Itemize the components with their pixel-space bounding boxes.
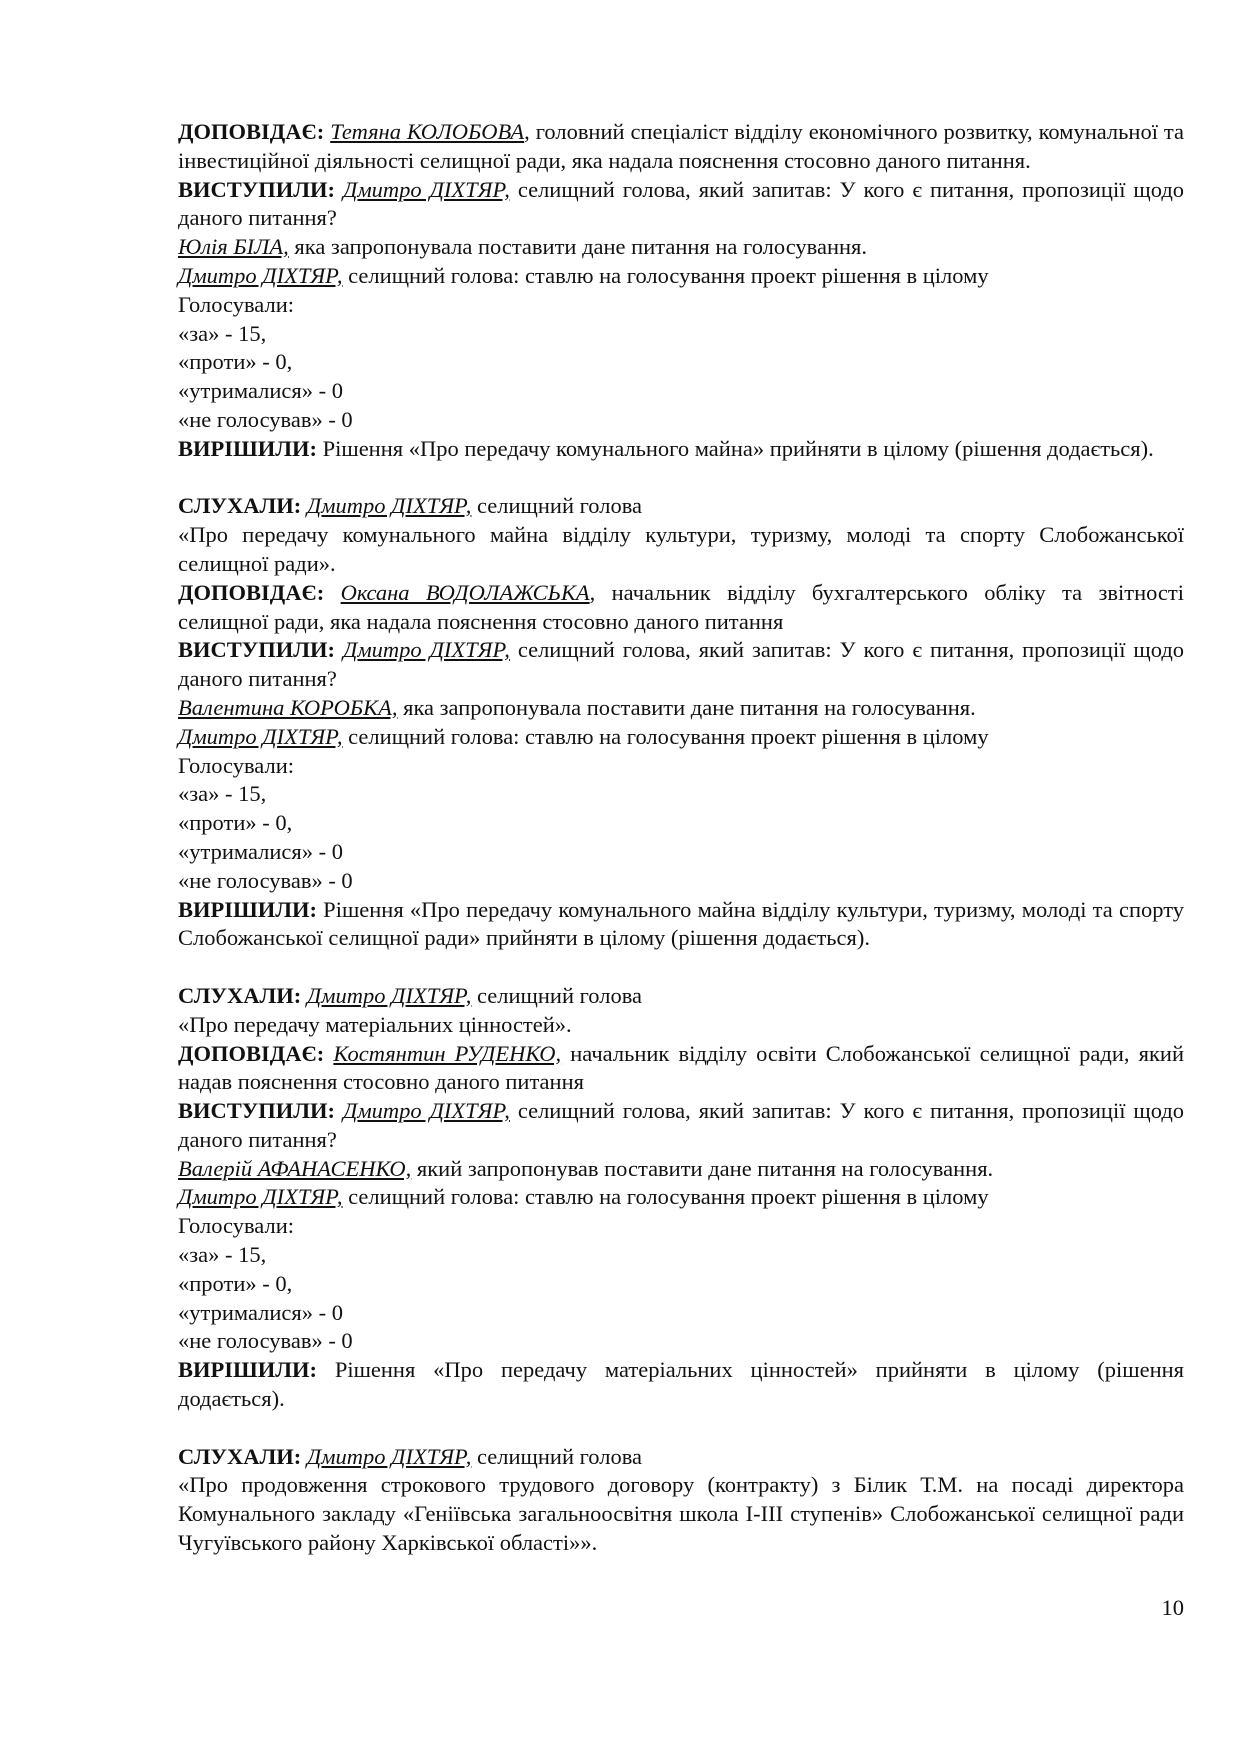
- paragraph: [178, 1471, 1184, 1557]
- paragraph: [178, 1097, 1184, 1155]
- paragraph: [178, 406, 1184, 435]
- section-label: ВИСТУПИЛИ:: [178, 176, 336, 202]
- section-label: ВИСТУПИЛИ:: [178, 1098, 336, 1124]
- text-run: «не голосував» - 0: [178, 406, 353, 432]
- agenda-section: [178, 492, 1184, 953]
- paragraph: [178, 291, 1184, 320]
- text-run: «не голосував» - 0: [178, 867, 353, 893]
- text-run: Рішення «Про передачу матеріальних цінностей» прийняти в цілому (рішення додається).: [178, 1357, 1184, 1412]
- section-gap: [178, 953, 1184, 982]
- text-run: начальник відділу освіти Слобожанської селищної ради, який надав пояснення стосовно даного питання: [178, 1040, 1184, 1095]
- section-label: ВИРІШИЛИ:: [178, 896, 317, 922]
- paragraph: [178, 809, 1184, 838]
- section-label: СЛУХАЛИ:: [178, 982, 302, 1008]
- text-run: [324, 1041, 333, 1066]
- text-run: «не голосував» - 0: [178, 1328, 353, 1354]
- paragraph: [178, 579, 1184, 637]
- text-run: «утрималися» - 0: [178, 1299, 344, 1325]
- paragraph: [178, 867, 1184, 896]
- text-run: , головний спеціаліст відділу економічного розвитку, комунальної та інвестиційної діяльності селищної ради, яка надала пояснення стосовно даного питання.: [178, 119, 1185, 173]
- person-name: Дмитро ДІХТЯР,: [306, 982, 472, 1008]
- section-label: СЛУХАЛИ:: [178, 1443, 302, 1469]
- paragraph: [178, 262, 1184, 291]
- text-run: яка запропонувала поставити дане питання на голосування.: [397, 694, 976, 720]
- text-run: Рішення «Про передачу комунального майна відділу культури, туризму, молоді та спорту Слобожанської селищної ради» прийняти в цілому (рішення додається).: [178, 896, 1184, 951]
- text-run: селищний голова: ставлю на голосування проект рішення в цілому: [342, 723, 989, 749]
- paragraph: [178, 1299, 1184, 1328]
- person-name: Юлія БІЛА,: [178, 234, 289, 260]
- text-run: «за» - 15,: [178, 781, 267, 807]
- text-run: «Про передачу матеріальних цінностей».: [178, 1011, 572, 1037]
- person-name: Тетяна КОЛОБОВА: [330, 119, 525, 144]
- paragraph: [178, 348, 1184, 377]
- paragraph: [178, 521, 1184, 579]
- agenda-section: [178, 118, 1184, 464]
- text-run: Рішення «Про передачу комунального майна» прийняти в цілому (рішення додається).: [316, 435, 1154, 461]
- section-label: ВИРІШИЛИ:: [178, 435, 317, 461]
- text-run: селищний голова, який запитав: У кого є питання, пропозиції щодо даного питання?: [178, 176, 1185, 231]
- paragraph: [178, 1443, 1184, 1472]
- paragraph: [178, 1241, 1184, 1270]
- person-name: Дмитро ДІХТЯР,: [343, 176, 510, 202]
- text-run: селищний голова: ставлю на голосування проект рішення в цілому: [342, 262, 989, 288]
- paragraph: [178, 752, 1184, 781]
- paragraph: [178, 320, 1184, 349]
- section-label: СЛУХАЛИ:: [178, 493, 302, 519]
- paragraph: [178, 1212, 1184, 1241]
- text-run: «проти» - 0,: [178, 810, 293, 836]
- text-run: «за» - 15,: [178, 320, 267, 346]
- person-name: Валерій АФАНАСЕНКО,: [178, 1155, 412, 1181]
- person-name: Дмитро ДІХТЯР,: [178, 262, 343, 288]
- text-run: «утрималися» - 0: [178, 838, 344, 864]
- text-run: «Про передачу комунального майна відділу культури, туризму, молоді та спорту Слобожанської селищної ради».: [178, 522, 1184, 576]
- person-name: Дмитро ДІХТЯР,: [306, 1443, 472, 1469]
- text-run: селищний голова: [471, 493, 643, 519]
- paragraph: [178, 982, 1184, 1011]
- text-run: який запропонував поставити дане питання на голосування.: [411, 1155, 994, 1181]
- paragraph: [178, 1356, 1184, 1414]
- paragraph: [178, 1040, 1184, 1098]
- paragraph: [178, 377, 1184, 406]
- section-gap: [178, 464, 1184, 493]
- paragraph: [178, 1270, 1184, 1299]
- paragraph: [178, 1327, 1184, 1356]
- section-label: ДОПОВІДАЄ:: [178, 1040, 325, 1066]
- text-run: [335, 177, 343, 202]
- text-run: яка запропонувала поставити дане питання на голосування.: [288, 234, 868, 260]
- paragraph: [178, 1183, 1184, 1212]
- text-run: Голосували:: [178, 752, 294, 778]
- section-label: ВИСТУПИЛИ:: [178, 637, 336, 663]
- person-name: Дмитро ДІХТЯР,: [178, 723, 343, 749]
- paragraph: [178, 233, 1184, 262]
- paragraph: [178, 492, 1184, 521]
- paragraph: [178, 176, 1184, 234]
- paragraph: [178, 838, 1184, 867]
- section-label: ДОПОВІДАЄ:: [178, 119, 325, 144]
- text-run: селищний голова: ставлю на голосування проект рішення в цілому: [342, 1184, 989, 1210]
- paragraph: [178, 118, 1184, 176]
- text-run: селищний голова: [471, 1443, 643, 1469]
- person-name: Костянтин РУДЕНКО,: [333, 1040, 562, 1066]
- paragraph: [178, 694, 1184, 723]
- text-run: селищний голова: [471, 982, 643, 1008]
- person-name: Оксана ВОДОЛАЖСЬКА: [340, 579, 590, 605]
- text-run: Голосували:: [178, 1213, 294, 1239]
- text-run: Голосували:: [178, 291, 294, 317]
- text-run: «проти» - 0,: [178, 349, 293, 375]
- section-gap: [178, 1414, 1184, 1443]
- person-name: Дмитро ДІХТЯР,: [178, 1184, 343, 1210]
- person-name: Дмитро ДІХТЯР,: [343, 1098, 510, 1124]
- text-run: селищний голова, який запитав: У кого є питання, пропозиції щодо даного питання?: [178, 637, 1185, 692]
- text-run: «утрималися» - 0: [178, 378, 344, 404]
- text-run: [324, 580, 340, 605]
- page-number: 10: [1161, 1595, 1184, 1620]
- agenda-section: [178, 982, 1184, 1414]
- text-run: [335, 1098, 343, 1123]
- paragraph: [178, 636, 1184, 694]
- agenda-section: [178, 1443, 1184, 1558]
- text-run: «проти» - 0,: [178, 1270, 293, 1296]
- person-name: Валентина КОРОБКА,: [178, 694, 398, 720]
- paragraph: [178, 723, 1184, 752]
- paragraph: [178, 435, 1184, 464]
- section-label: ВИРІШИЛИ:: [178, 1357, 317, 1383]
- paragraph: [178, 780, 1184, 809]
- person-name: Дмитро ДІХТЯР,: [306, 493, 472, 519]
- paragraph: [178, 1155, 1184, 1184]
- text-run: «Про продовження строкового трудового договору (контракту) з Білик Т.М. на посаді директора Комунального закладу «Геніївська загальноосвітня школа І-ІІІ ступенів» Слобожанської селищної ради Чугуївського району Харківської області»».: [178, 1472, 1184, 1556]
- document-body: [178, 118, 1184, 1558]
- text-run: селищний голова, який запитав: У кого є питання, пропозиції щодо даного питання?: [178, 1098, 1185, 1152]
- text-run: [335, 637, 343, 662]
- paragraph: [178, 896, 1184, 954]
- paragraph: [178, 1011, 1184, 1040]
- text-run: , начальник відділу бухгалтерського обліку та звітності селищної ради, яка надала пояснення стосовно даного питання: [178, 579, 1184, 634]
- section-label: ДОПОВІДАЄ:: [178, 579, 325, 605]
- text-run: «за» - 15,: [178, 1242, 267, 1268]
- person-name: Дмитро ДІХТЯР,: [343, 637, 510, 663]
